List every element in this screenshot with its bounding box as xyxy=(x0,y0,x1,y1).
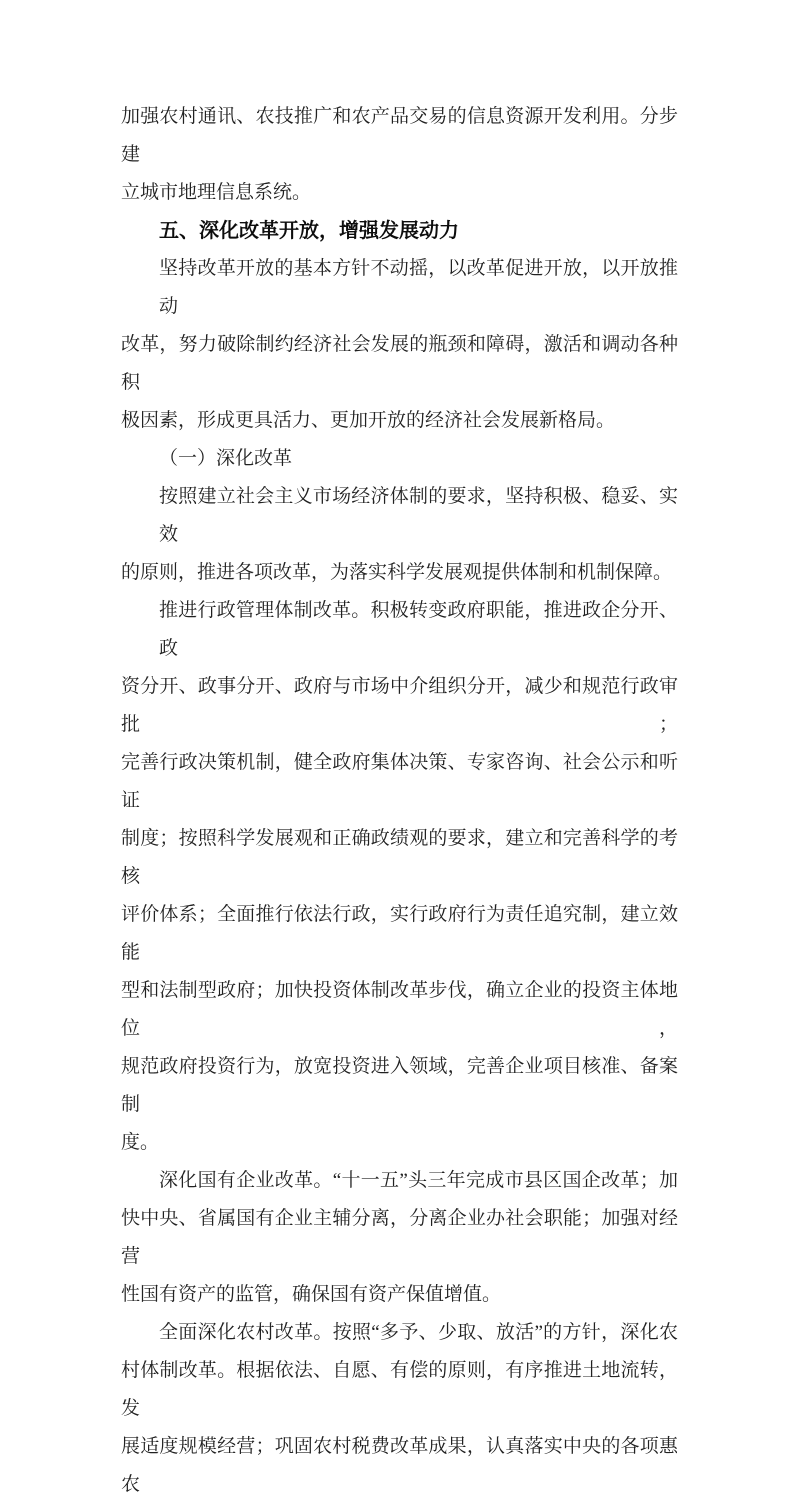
text-line: 快中央、省属国有企业主辅分离，分离企业办社会职能；加强对经营 xyxy=(121,1208,678,1267)
text-line: 型和法制型政府；加快投资体制改革步伐，确立企业的投资主体地位， xyxy=(121,980,678,1039)
text-line: 规范政府投资行为，放宽投资进入领域，完善企业项目核准、备案制 xyxy=(121,1056,678,1115)
text-line: 深化国有企业改革。“十一五”头三年完成市县区国企改革；加 xyxy=(159,1170,678,1191)
text-line: 加强农村通讯、农技推广和农产品交易的信息资源开发利用。分步建 xyxy=(121,106,678,165)
text-line: 完善行政决策机制，健全政府集体决策、专家咨询、社会公示和听证 xyxy=(121,752,678,811)
paragraph-market-economy xyxy=(121,478,678,592)
text-line: 立城市地理信息系统。 xyxy=(121,182,312,203)
text-line: 度。 xyxy=(121,1132,160,1153)
text-line: 改革，努力破除制约经济社会发展的瓶颈和障碍，激活和调动各种积 xyxy=(121,334,678,393)
text-line: 制度；按照科学发展观和正确政绩观的要求，建立和完善科学的考核 xyxy=(121,828,678,887)
text-line: 村体制改革。根据依法、自愿、有偿的原则，有序推进土地流转，发 xyxy=(121,1360,678,1419)
paragraph-administrative-reform xyxy=(121,592,678,1162)
text-line: 的原则，推进各项改革，为落实科学发展观提供体制和机制保障。 xyxy=(121,562,673,583)
text-line: 资分开、政事分开、政府与市场中介组织分开，减少和规范行政审批； xyxy=(121,676,678,735)
text-line: 性国有资产的监管，确保国有资产保值增值。 xyxy=(121,1284,502,1305)
text-line: 全面深化农村改革。按照“多予、少取、放活”的方针，深化农 xyxy=(159,1322,678,1343)
paragraph-rural-reform xyxy=(121,1314,678,1504)
paragraph-soe-reform xyxy=(121,1162,678,1314)
document-text-area xyxy=(121,98,678,1504)
section-heading xyxy=(121,212,678,250)
text-line: 推进行政管理体制改革。积极转变政府职能，推进政企分开、政 xyxy=(159,600,678,659)
text-line: 评价体系；全面推行依法行政，实行政府行为责任追究制，建立效能 xyxy=(121,904,678,963)
text-line: 坚持改革开放的基本方针不动摇，以改革促进开放，以开放推动 xyxy=(159,258,678,317)
subsection-heading xyxy=(121,440,678,478)
text-line: （一）深化改革 xyxy=(159,448,293,469)
paragraph-reform-opening xyxy=(121,250,678,440)
paragraph-continuation xyxy=(121,98,678,212)
text-line: 极因素，形成更具活力、更加开放的经济社会发展新格局。 xyxy=(121,410,616,431)
text-line: 按照建立社会主义市场经济体制的要求，坚持积极、稳妥、实效 xyxy=(159,486,678,545)
text-line: 五、深化改革开放，增强发展动力 xyxy=(159,220,459,242)
text-line: 展适度规模经营；巩固农村税费改革成果，认真落实中央的各项惠农 xyxy=(121,1436,678,1495)
